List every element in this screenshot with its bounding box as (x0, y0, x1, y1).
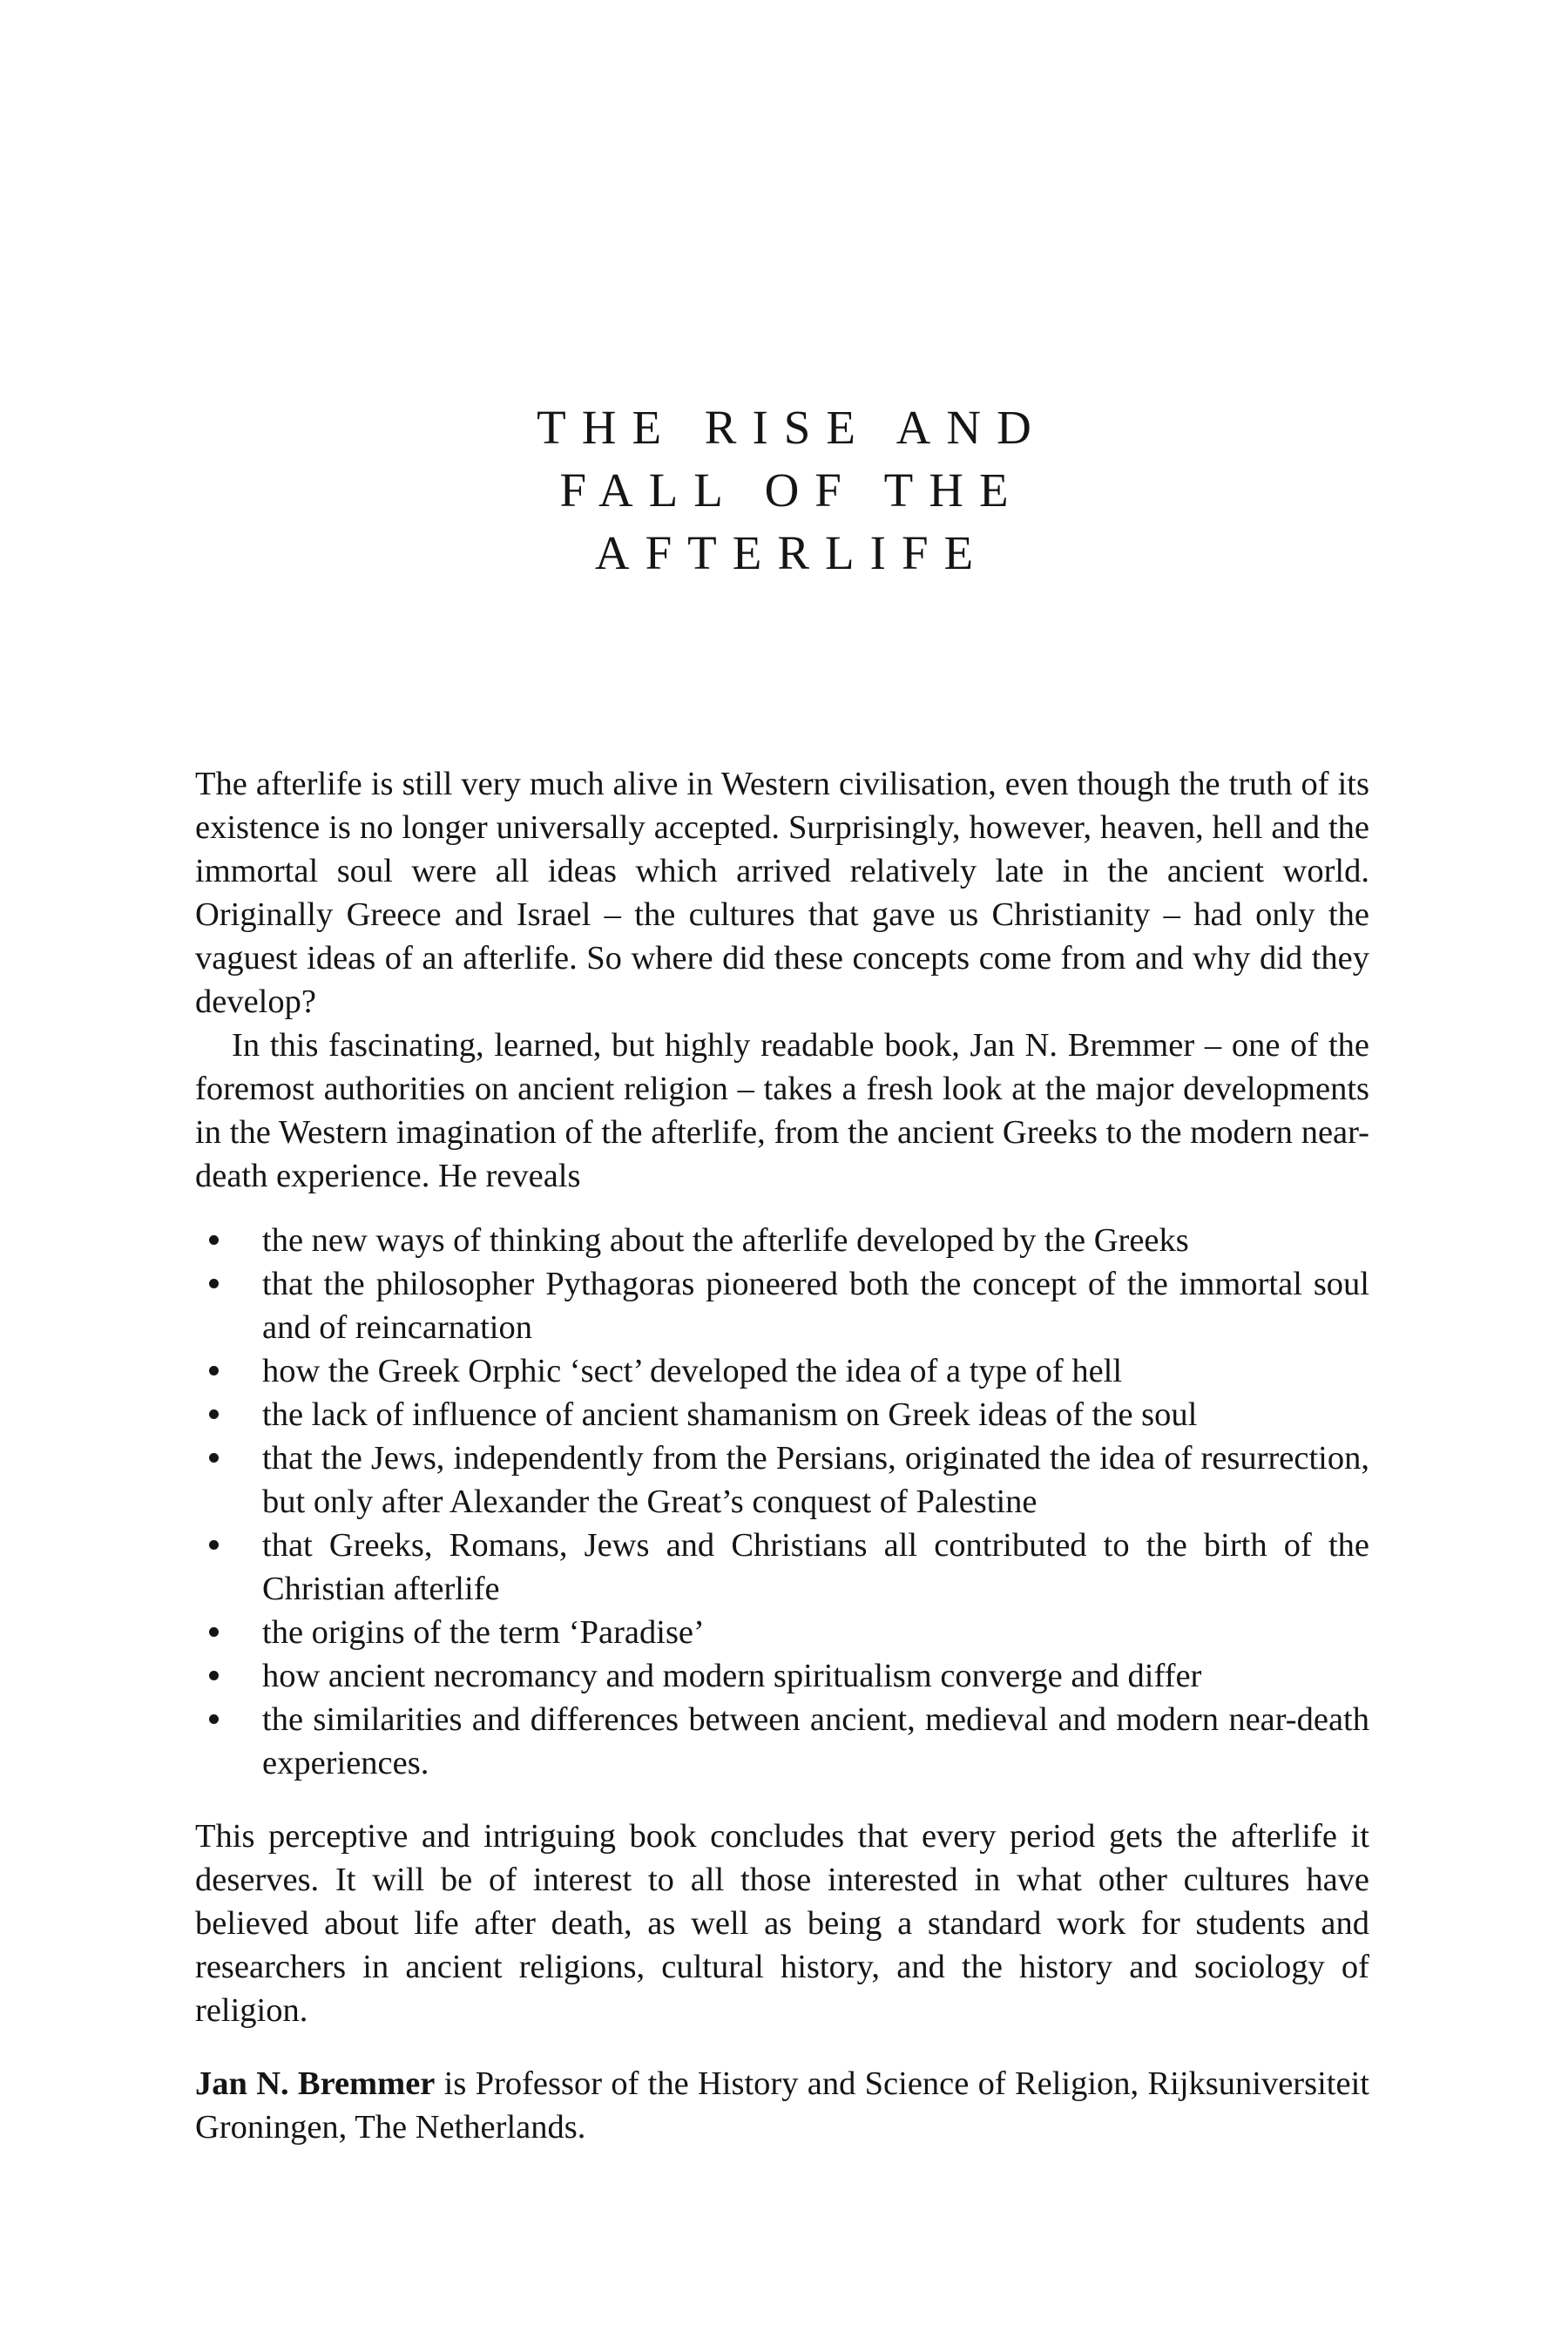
list-item-text: the similarities and differences between ancient, medieval and modern near-death experiences. (262, 1701, 1369, 1781)
list-item-text: that the Jews, independently from the Persians, originated the idea of resurrection, but only after Alexander the Great’s conquest of Palestine (262, 1440, 1369, 1520)
conclusion-paragraph: This perceptive and intriguing book concludes that every period gets the afterlife it deserves. It will be of interest to all those interested in what other cultures have believed about life after death, as well as being a standard work for students and researchers in ancient religions, cultural history, and the history and sociology of religion. (195, 1818, 1369, 2029)
bullet-dot-icon (209, 1366, 219, 1375)
list-item-text: the new ways of thinking about the afterlife developed by the Greeks (262, 1222, 1189, 1259)
bullet-dot-icon (209, 1453, 219, 1463)
bullet-dot-icon (209, 1671, 219, 1680)
blurb-content (195, 762, 1369, 2149)
intro-paragraph: The afterlife is still very much alive in Western civilisation, even though the truth of its existence is no longer universally accepted. Surprisingly, however, heaven, hell and the immortal soul were all ideas which arrived relatively late in the ancient world. Originally Greece and Israel – the cultures that gave us Christianity – had only the vaguest ideas of an afterlife. So where did these concepts come from and why did they develop? (195, 766, 1369, 1020)
author-bio-text: is Professor of the History and Science of Religion, Rijksuniversiteit Groningen, The Netherlands. (195, 2065, 1369, 2146)
list-item-text: that Greeks, Romans, Jews and Christians all contributed to the birth of the Christian afterlife (262, 1527, 1369, 1607)
book-title (0, 396, 1568, 585)
list-item (195, 1349, 1369, 1393)
list-item (195, 1524, 1369, 1611)
list-item-text: that the philosopher Pythagoras pioneered both the concept of the immortal soul and of reincarnation (262, 1266, 1369, 1346)
list-item (195, 1698, 1369, 1785)
list-item (195, 1262, 1369, 1349)
list-item (195, 1393, 1369, 1436)
title-line-2: FALL OF THE (559, 463, 1024, 517)
list-item-text: the lack of influence of ancient shamanism on Greek ideas of the soul (262, 1396, 1198, 1433)
bullet-dot-icon (209, 1235, 219, 1245)
bullet-dot-icon (209, 1627, 219, 1637)
list-item (195, 1611, 1369, 1654)
title-line-1: THE RISE AND (537, 401, 1047, 454)
list-item (195, 1436, 1369, 1524)
reveals-list (195, 1219, 1369, 1785)
list-item (195, 1219, 1369, 1262)
list-item-text: how the Greek Orphic ‘sect’ developed the idea of a type of hell (262, 1353, 1123, 1389)
bullet-dot-icon (209, 1409, 219, 1419)
list-item (195, 1654, 1369, 1698)
title-line-3: AFTERLIFE (594, 526, 990, 579)
author-bio (195, 2062, 1369, 2149)
author-name: Jan N. Bremmer (195, 2065, 436, 2102)
bullet-dot-icon (209, 1714, 219, 1724)
bullet-dot-icon (209, 1540, 219, 1550)
second-paragraph: In this fascinating, learned, but highly readable book, Jan N. Bremmer – one of the foremost authorities on ancient religion – takes a fresh look at the major developments in the Western imagination of the afterlife, from the ancient Greeks to the modern near-death experience. He reveals (195, 1027, 1369, 1194)
bullet-dot-icon (209, 1279, 219, 1288)
list-item-text: how ancient necromancy and modern spiritualism converge and differ (262, 1658, 1202, 1694)
list-item-text: the origins of the term ‘Paradise’ (262, 1614, 705, 1651)
